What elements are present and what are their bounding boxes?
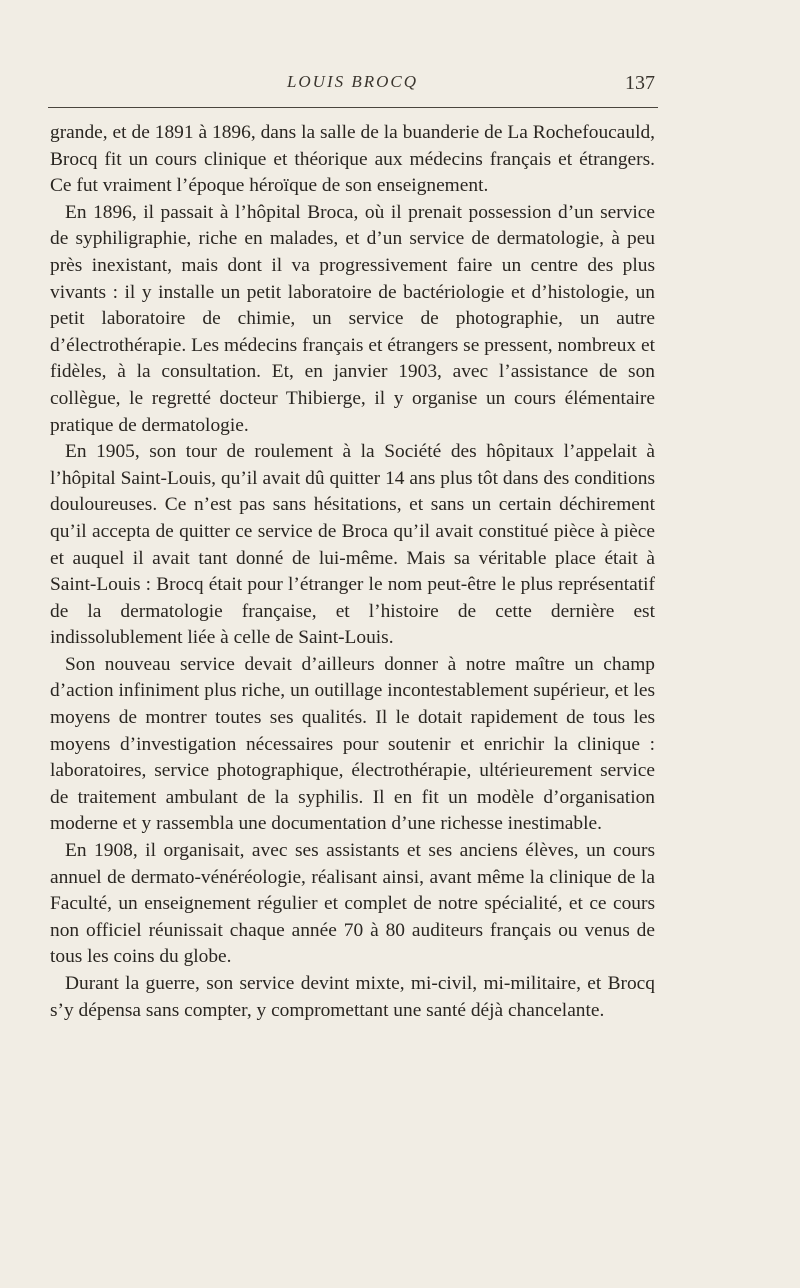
header-rule bbox=[48, 107, 658, 108]
paragraph-continuation: grande, et de 1891 à 1896, dans la salle de la buanderie de La Rochefoucauld, Brocq fit un cours clinique et théorique aux médecins français et étrangers. Ce fut vraiment l’époque héroïque de son enseignement. bbox=[50, 122, 655, 197]
paragraph-new-service: Son nouveau service devait d’ailleurs donner à notre maître un champ d’action infiniment plus riche, un outillage incontestablement supérieur, et les moyens de montrer toutes ses qualités. Il le dotait rapidement de tous les moyens d’investigation nécessaires pour soutenir et enrichir la clinique : laboratoires, service photographique, électrothérapie, ultérieurement service de traitement ambulant de la syphilis. Il en fit un modèle d’organisation moderne et y rassembla une documentation d’une richesse inestimable. bbox=[50, 653, 655, 835]
body-text bbox=[50, 120, 655, 1024]
page-number: 137 bbox=[625, 72, 655, 94]
running-head bbox=[50, 72, 655, 102]
paragraph-war: Durant la guerre, son service devint mixte, mi-civil, mi-militaire, et Brocq s’y dépensa sans compter, y compromettant une santé déjà chancelante. bbox=[50, 973, 655, 1021]
running-title: LOUIS BROCQ bbox=[286, 72, 419, 91]
paragraph-broca: En 1896, il passait à l’hôpital Broca, où il prenait possession d’un service de syphiligraphie, riche en malades, et d’un service de dermatologie, à peu près inexistant, mais dont il va progressivement faire un centre des plus vivants : il y installe un petit laboratoire de bactériologie et d’histologie, un petit laboratoire de chimie, un service de photographie, un autre d’électrothérapie. Les médecins français et étrangers se pressent, nombreux et fidèles, à la consultation. Et, en janvier 1903, avec l’assistance de son collègue, le regretté docteur Thibierge, il y organise un cours élémentaire pratique de dermatologie. bbox=[50, 201, 655, 436]
paragraph-course-1908: En 1908, il organisait, avec ses assistants et ses anciens élèves, un cours annuel de dermato-vénéréologie, réalisant ainsi, avant même la clinique de la Faculté, un enseignement régulier et complet de notre spécialité, et ce cours non officiel réunissait chaque année 70 à 80 auditeurs français ou venus de tous les coins du globe. bbox=[50, 840, 655, 968]
paragraph-saint-louis: En 1905, son tour de roulement à la Société des hôpitaux l’appelait à l’hôpital Saint-Louis, qu’il avait dû quitter 14 ans plus tôt dans des conditions douloureuses. Ce n’est pas sans hésitations, et sans un certain déchirement qu’il accepta de quitter ce service de Broca qu’il avait constitué pièce à pièce et auquel il avait tant donné de lui-même. Mais sa véritable place était à Saint-Louis : Brocq était pour l’étranger le nom peut-être le plus représentatif de la dermatologie française, et l’histoire de cette dernière est indissolublement liée à celle de Saint-Louis. bbox=[50, 441, 655, 649]
